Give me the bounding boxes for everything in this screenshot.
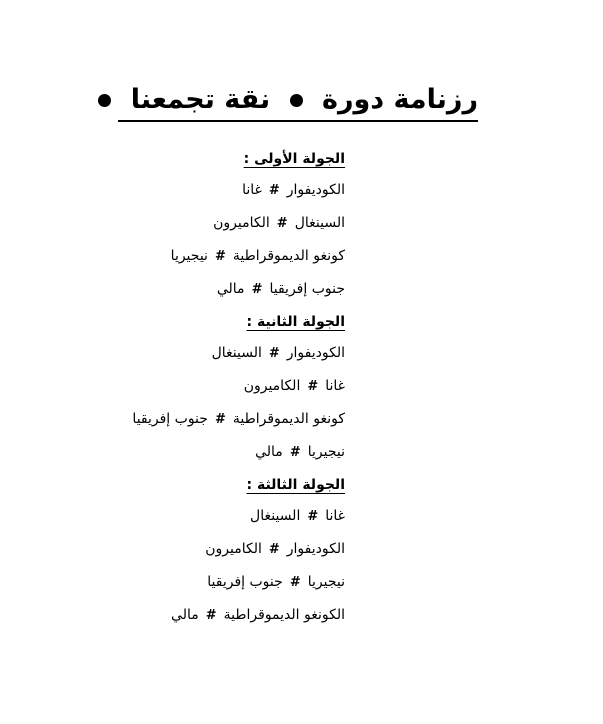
versus-sign: # [251, 282, 263, 297]
team-home: غانا [325, 508, 345, 524]
round-2 [15, 311, 345, 463]
team-away: مالي [216, 281, 245, 297]
versus-sign: # [276, 216, 288, 231]
team-home: الكونغو الديموقراطية [223, 607, 345, 623]
team-away: الكاميرون [213, 215, 270, 231]
versus-sign: # [214, 412, 226, 427]
round-title: الجولة الأولى : [243, 151, 345, 167]
schedule-content [15, 148, 345, 637]
team-home: الكوديفوار [286, 345, 345, 361]
round-1 [15, 148, 345, 300]
team-home: غانا [325, 378, 345, 394]
match-row [15, 245, 345, 267]
match-row [15, 375, 345, 397]
bullet-icon [290, 94, 303, 107]
team-away: الكاميرون [205, 541, 262, 557]
round-3 [15, 474, 345, 626]
match-row [15, 408, 345, 430]
bullet-icon [98, 94, 111, 107]
match-row [15, 278, 345, 300]
team-home: نيجيريا [307, 574, 345, 590]
team-away: مالي [255, 444, 283, 460]
team-home: كونغو الديموقراطية [232, 248, 345, 264]
match-row [15, 212, 345, 234]
title-text-slogan: نقة تجمعنا [130, 84, 271, 115]
versus-sign: # [268, 346, 280, 361]
team-away: جنوب إفريقيا [132, 411, 208, 427]
versus-sign: # [214, 249, 226, 264]
versus-sign: # [205, 608, 217, 623]
versus-sign: # [289, 575, 301, 590]
team-away: غانا [242, 182, 262, 198]
team-home: جنوب إفريقيا [269, 281, 345, 297]
team-away: السينغال [211, 345, 262, 361]
match-row [15, 505, 345, 527]
match-row [15, 342, 345, 364]
round-title: الجولة الثالثة : [246, 477, 345, 493]
team-home: الكوديفوار [286, 541, 345, 557]
match-row [15, 604, 345, 626]
versus-sign: # [268, 183, 280, 198]
title-text-calendar: رزنامة دورة [322, 84, 478, 115]
match-row [15, 571, 345, 593]
versus-sign: # [307, 379, 319, 394]
team-home: الكوديفوار [286, 182, 345, 198]
versus-sign: # [307, 509, 319, 524]
team-away: الكاميرون [243, 378, 301, 394]
team-away: جنوب إفريقيا [207, 574, 283, 590]
team-home: السينغال [294, 215, 345, 231]
team-away: السينغال [250, 508, 301, 524]
team-home: نيجيريا [307, 444, 345, 460]
page-title [118, 82, 478, 122]
round-title: الجولة الثانية : [246, 314, 345, 330]
match-row [15, 179, 345, 201]
match-row [15, 538, 345, 560]
team-away: نيجيريا [170, 248, 208, 264]
team-home: كونغو الديموقراطية [232, 411, 345, 427]
versus-sign: # [289, 445, 301, 460]
team-away: مالي [171, 607, 199, 623]
versus-sign: # [268, 542, 280, 557]
match-row [15, 441, 345, 463]
